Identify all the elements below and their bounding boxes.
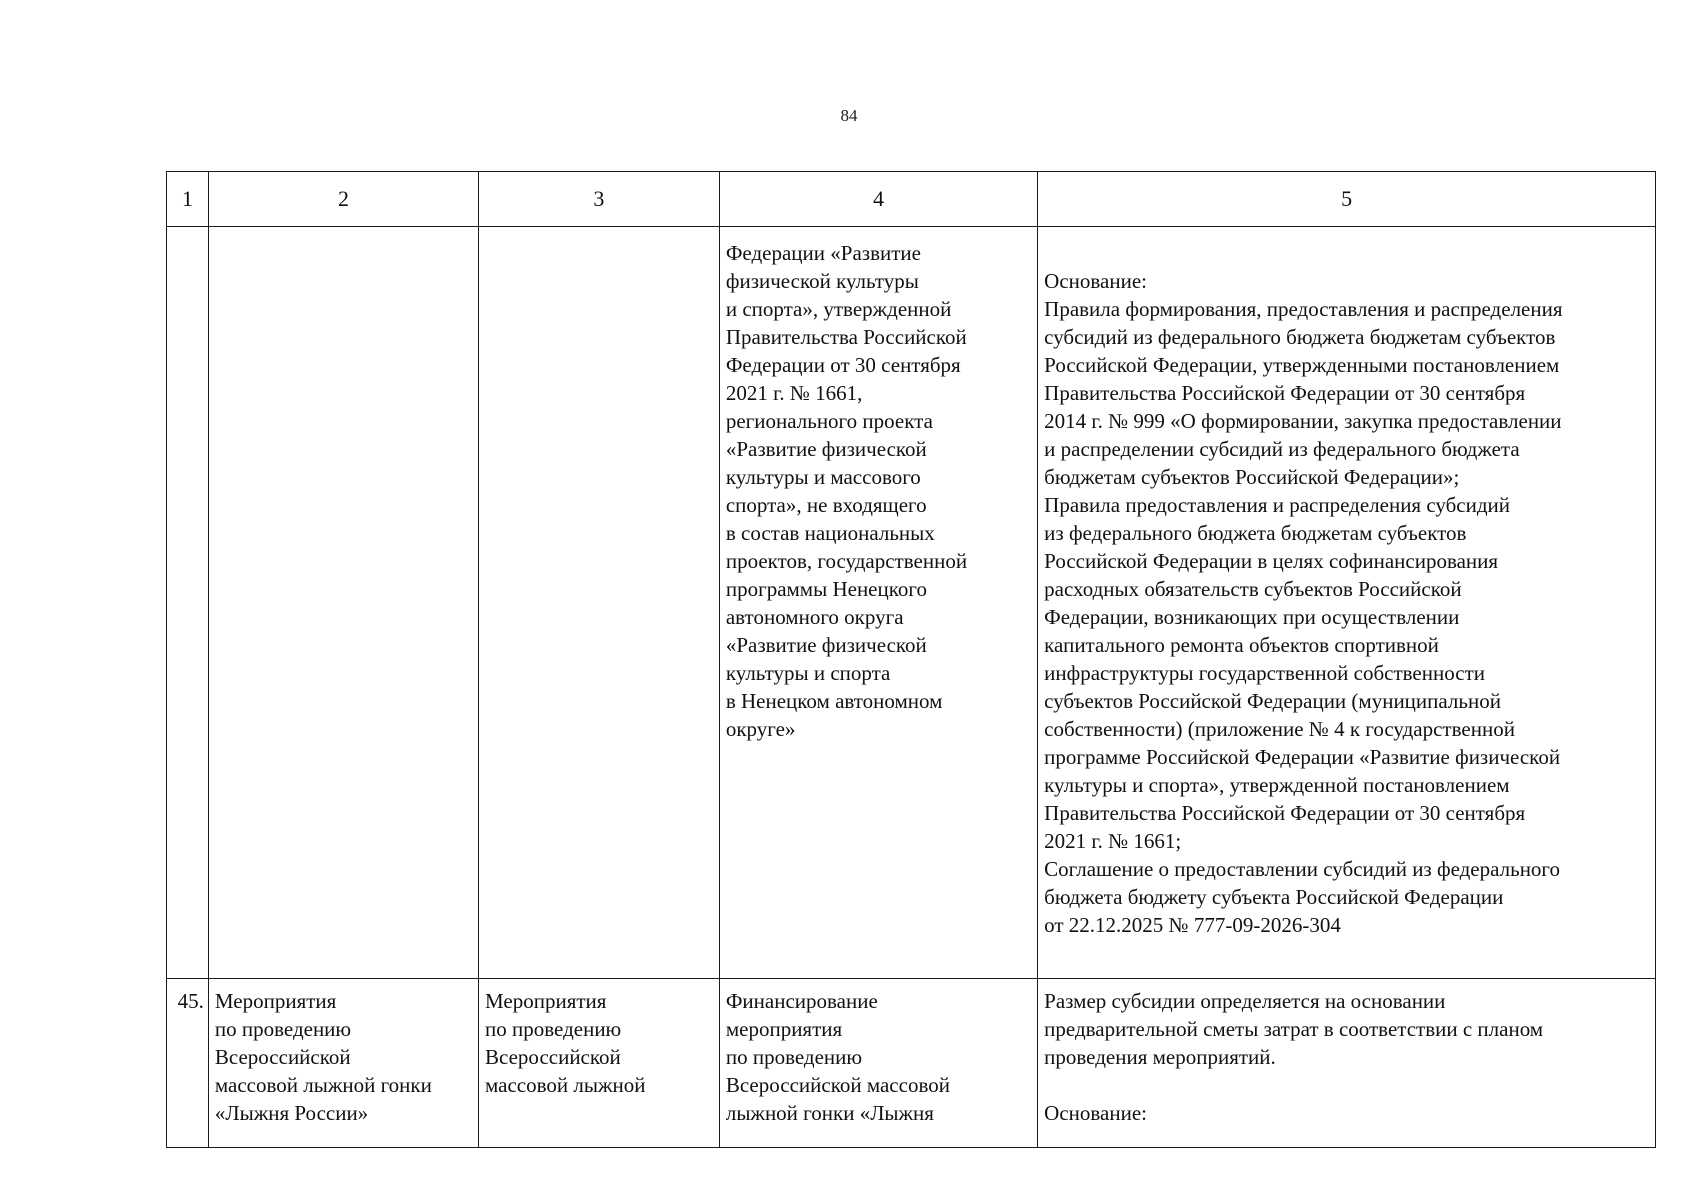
- table-row: [167, 227, 1656, 979]
- table-header-row: [167, 172, 1656, 227]
- basis-cell: Размер субсидии определяется на основании предварительной сметы затрат в соответствии с планом проведения мероприятий. Основание:: [1038, 979, 1656, 1148]
- purpose-cell: Финансирование мероприятия по проведению Всероссийской массовой лыжной гонки «Лыжня: [719, 979, 1037, 1148]
- header-cell-4: 4: [719, 172, 1037, 227]
- row-number-cell: [167, 227, 209, 979]
- table-row: [167, 979, 1656, 1148]
- row-number-cell: 45.: [167, 979, 209, 1148]
- event-type-cell: Мероприятия по проведению Всероссийской массовой лыжной: [479, 979, 720, 1148]
- event-name-cell: [208, 227, 478, 979]
- header-cell-2: 2: [208, 172, 478, 227]
- header-cell-5: 5: [1038, 172, 1656, 227]
- purpose-cell: Федерации «Развитие физической культуры и спорта», утвержденной Правительства Российской Федерации от 30 сентября 2021 г. № 1661, регионального проекта «Развитие физической культуры и массового спорта», не входящего в состав национальных проектов, государственной программы Ненецкого автономного округа «Развитие физической культуры и спорта в Ненецком автономном округе»: [719, 227, 1037, 979]
- header-cell-1: 1: [167, 172, 209, 227]
- header-cell-3: 3: [479, 172, 720, 227]
- page-number: 84: [840, 106, 858, 125]
- document-table: [166, 171, 1656, 1148]
- event-name-cell: Мероприятия по проведению Всероссийской массовой лыжной гонки «Лыжня России»: [208, 979, 478, 1148]
- event-type-cell: [479, 227, 720, 979]
- basis-cell: Основание: Правила формирования, предоставления и распределения субсидий из федерального бюджета бюджетам субъектов Российской Федерации, утвержденными постановлением Правительства Российской Федерации от 30 сентября 2014 г. № 999 «О формировании, закупка предоставлении и распределении субсидий из федерального бюджета бюджетам субъектов Российской Федерации»; Правила предоставления и распределения субсидий из федерального бюджета бюджетам субъектов Российской Федерации в целях софинансирования расходных обязательств субъектов Российской Федерации, возникающих при осуществлении капитального ремонта объектов спортивной инфраструктуры государственной собственности субъектов Российской Федерации (муниципальной собственности) (приложение № 4 к государственной программе Российской Федерации «Развитие физической культуры и спорта», утвержденной постановлением Правительства Российской Федерации от 30 сентября 2021 г. № 1661; Соглашение о предоставлении субсидий из федерального бюджета бюджету субъекта Российской Федерации от 22.12.2025 № 777-09-2026-304: [1038, 227, 1656, 979]
